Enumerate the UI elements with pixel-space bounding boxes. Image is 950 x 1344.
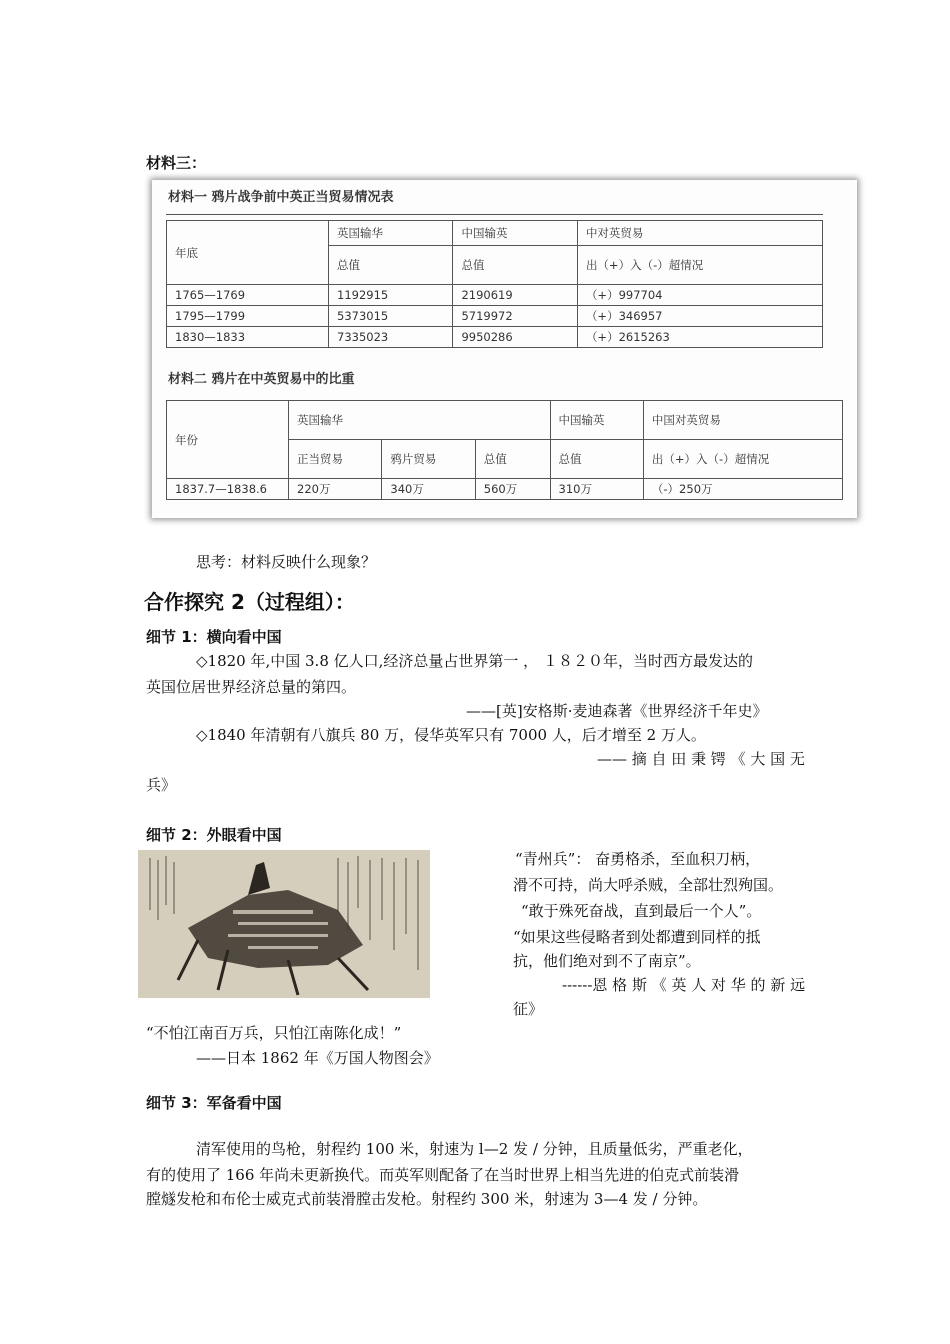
table2-header-total2: 总值 — [550, 440, 643, 479]
table1-header-trade-sub: 出（+）入（-）超情况 — [577, 246, 822, 285]
table-cell: 1837.7—1838.6 — [167, 479, 289, 500]
table-row — [167, 285, 823, 306]
woodcut-illustration-icon — [138, 850, 430, 998]
detail1-citation2b: 兵》 — [146, 776, 177, 794]
quote-line2: 滑不可持，尚大呼杀贼，全部壮烈殉国。 — [513, 876, 784, 894]
table1-header-total: 总值 — [329, 246, 453, 285]
table1-title: 材料一 鸦片战争前中英正当贸易情况表 — [168, 190, 394, 205]
table2 — [166, 400, 843, 500]
table2-header-cn: 中国输英 — [550, 401, 643, 440]
table-cell: 5373015 — [329, 306, 453, 327]
table1-header-cn: 中国输英 — [453, 221, 577, 246]
left-quote: “不怕江南百万兵，只怕江南陈化成！” — [146, 1024, 402, 1042]
table1-header-uk: 英国输华 — [329, 221, 453, 246]
table1-header-total: 总值 — [453, 246, 577, 285]
detail1-citation1: ——[英]安格斯·麦迪森著《世界经济千年史》 — [466, 702, 768, 720]
table2-header-legit: 正当贸易 — [289, 440, 382, 479]
think-question: 思考：材料反映什么现象？ — [196, 553, 377, 571]
detail3-line2: 有的使用了 166 年尚未更新换代。而英军则配备了在当时世界上相当先进的伯克式前装滑 — [146, 1166, 740, 1184]
table-cell: 1192915 — [329, 285, 453, 306]
quote-line1: “青州兵”： 奋勇格杀，至血积刀柄， — [515, 850, 761, 868]
table-cell: 7335023 — [329, 327, 453, 348]
table-cell: 1795—1799 — [167, 306, 329, 327]
table-row — [167, 479, 843, 500]
quote-citation-end: 征》 — [513, 1000, 544, 1018]
table2-header-year: 年份 — [167, 401, 289, 479]
detail1-paragraph2: ◇1840 年清朝有八旗兵 80 万，侵华英军只有 7000 人，后才增至 2 万人。 — [196, 726, 706, 744]
table-cell: 220万 — [289, 479, 382, 500]
table-row — [167, 327, 823, 348]
table-cell: （+）2615263 — [577, 327, 822, 348]
table-cell: 310万 — [550, 479, 643, 500]
table-cell: （-）250万 — [643, 479, 842, 500]
table-cell: 5719972 — [453, 306, 577, 327]
detail2-title: 细节 2：外眼看中国 — [146, 826, 282, 844]
table-cell: （+）346957 — [577, 306, 822, 327]
table-cell: 9950286 — [453, 327, 577, 348]
table-cell: （+）997704 — [577, 285, 822, 306]
material3-label: 材料三： — [146, 154, 207, 172]
quote-line3: “敢于殊死奋战，直到最后一个人”。 — [521, 902, 762, 920]
table2-header-uk: 英国输华 — [289, 401, 551, 440]
detail3-line1: 清军使用的鸟枪，射程约 100 米，射速为 l—2 发 / 分钟，且质量低劣，严重老化， — [196, 1140, 753, 1158]
section-title: 合作探究 2（过程组）： — [144, 590, 355, 614]
table2-header-total: 总值 — [475, 440, 550, 479]
historical-woodcut-image — [138, 850, 430, 998]
table1-header-trade: 中对英贸易 — [577, 221, 822, 246]
table-row — [167, 306, 823, 327]
quote-line4: “如果这些侵略者到处都遭到同样的抵 — [513, 928, 761, 946]
table2-header-opium: 鸦片贸易 — [382, 440, 475, 479]
table1 — [166, 220, 823, 348]
left-quote-citation: ——日本 1862 年《万国人物图会》 — [196, 1049, 439, 1067]
quote-citation: ------恩 格 斯 《 英 人 对 华 的 新 远 — [562, 976, 806, 994]
detail3-title: 细节 3：军备看中国 — [146, 1094, 282, 1112]
table-cell: 1765—1769 — [167, 285, 329, 306]
detail3-line3: 膛燧发枪和布伦士威克式前装滑膛击发枪。射程约 300 米，射速为 3—4 发 / 分钟。 — [146, 1190, 708, 1208]
detail1-citation2: —— 摘 自 田 秉 锷 《 大 国 无 — [597, 750, 805, 768]
detail1-paragraph1: ◇1820 年,中国 3.8 亿人口,经济总量占世界第一 ， １８２０年，当时西方最发达的 — [196, 652, 753, 670]
divider — [166, 214, 823, 215]
detail1-title: 细节 1：横向看中国 — [146, 628, 282, 646]
scanned-tables-image — [152, 180, 857, 518]
table2-header-trade-sub: 出（+）入（-）超情况 — [643, 440, 842, 479]
quote-line5: 抗，他们绝对到不了南京”。 — [513, 952, 701, 970]
detail1-paragraph1b: 英国位居世界经济总量的第四。 — [146, 678, 357, 696]
table2-title: 材料二 鸦片在中英贸易中的比重 — [168, 372, 355, 387]
table2-header-trade: 中国对英贸易 — [643, 401, 842, 440]
table-cell: 2190619 — [453, 285, 577, 306]
table-cell: 1830—1833 — [167, 327, 329, 348]
table1-header-year: 年底 — [167, 221, 329, 285]
table-cell: 560万 — [475, 479, 550, 500]
table-cell: 340万 — [382, 479, 475, 500]
